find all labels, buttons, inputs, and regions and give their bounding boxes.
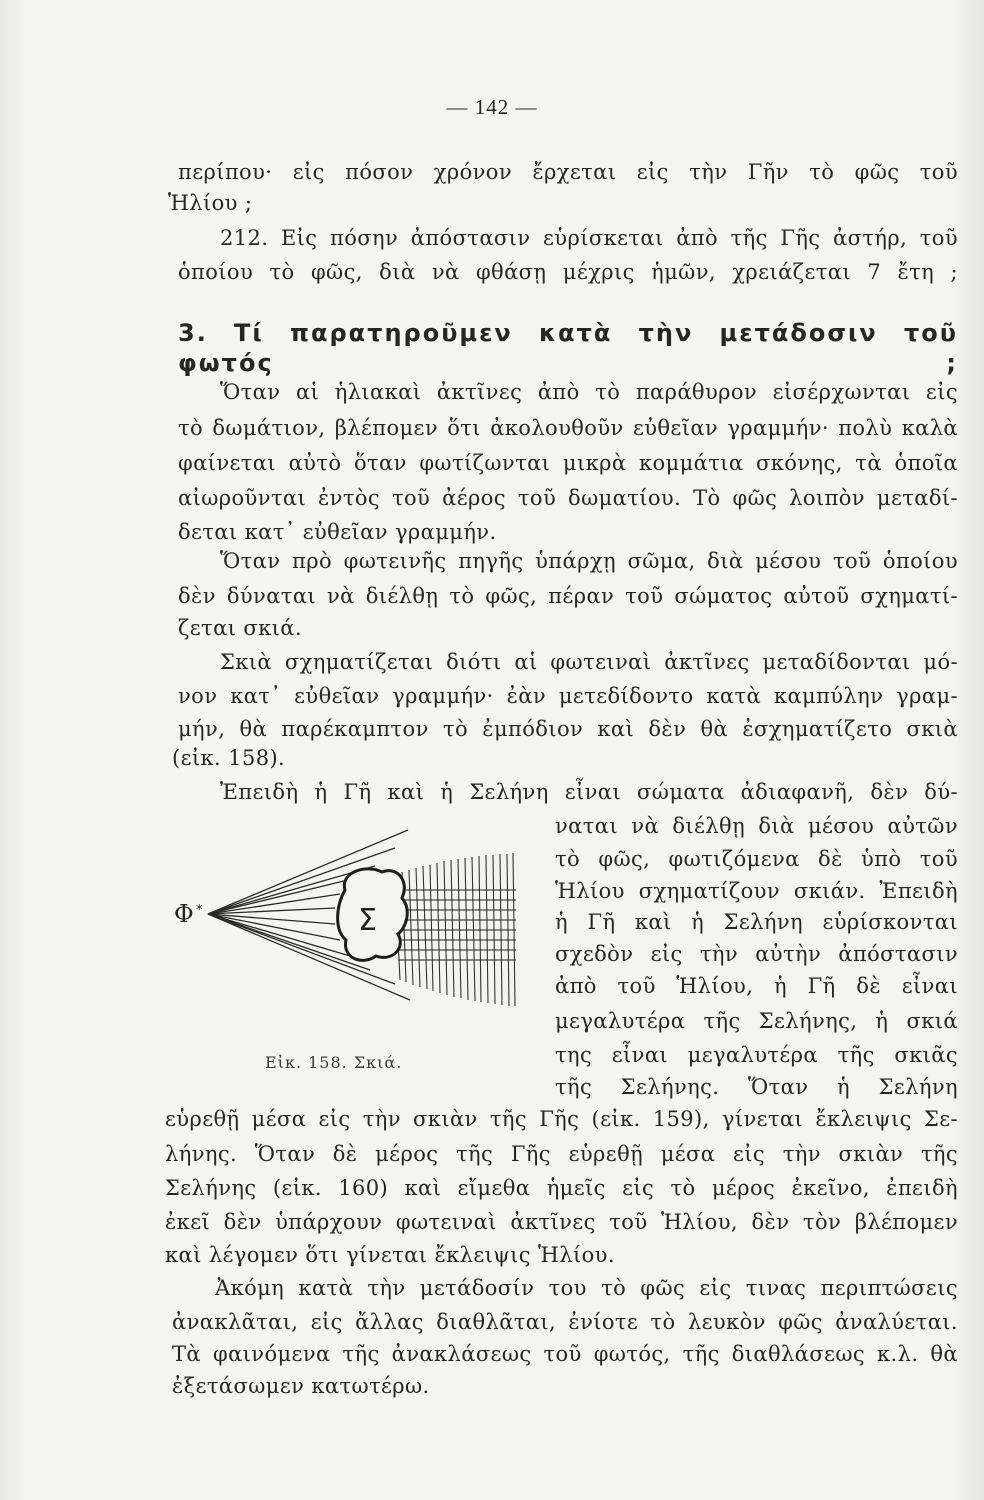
text-line: Ὅταν αἱ ἡλιακαὶ ἀκτῖνες ἀπὸ τὸ παράθυρον εἰσέρχωνται εἰς [220, 380, 958, 404]
text-line: Ὅταν πρὸ φωτεινῆς πηγῆς ὑπάρχῃ σῶμα, διὰ μέσου τοῦ ὁποίου [220, 549, 958, 573]
body-label: Σ [358, 903, 377, 938]
shadow-horizontal-lines [398, 890, 516, 960]
text-line: ἐξετάσωμεν κατωτέρω. [172, 1374, 430, 1398]
text-line: νον κατ᾽ εὐθεῖαν γραμμήν· ἐὰν μετεδίδοντο κατὰ καμπύλην γραμ- [178, 684, 958, 708]
text-line: ναται νὰ διέλθῃ διὰ μέσου αὐτῶν [555, 814, 958, 838]
text-line: (εἰκ. 158). [172, 746, 286, 770]
text-line: της εἶναι μεγαλυτέρα τῆς σκιᾶς [555, 1043, 958, 1067]
text-line: τὸ φῶς, φωτιζόμενα δὲ ὑπὸ τοῦ [555, 847, 958, 871]
text-line: 212. Εἰς πόσην ἀπόστασιν εὑρίσκεται ἀπὸ τῆς Γῆς ἀστήρ, τοῦ [220, 226, 958, 250]
text-line: Ἀκόμη κατὰ τὴν μετάδοσίν του τὸ φῶς εἰς τινας περιπτώσεις [215, 1276, 958, 1300]
light-source-label: Φ [174, 900, 194, 928]
text-line: ἀνακλᾶται, εἰς ἄλλας διαθλᾶται, ἐνίοτε τὸ λευκὸν φῶς ἀναλύεται. [172, 1310, 958, 1334]
text-line: Σκιὰ σχηματίζεται διότι αἱ φωτειναὶ ἀκτῖνες μεταδίδονται μό- [220, 650, 958, 674]
text-line: καὶ λέγομεν ὅτι γίνεται ἔκλειψις Ἡλίου. [165, 1243, 615, 1267]
text-line: ζεται σκιά. [178, 616, 302, 640]
ray [208, 914, 350, 956]
text-line: σχεδὸν εἰς τὴν αὐτὴν ἀπόστασιν [555, 942, 958, 966]
text-line: ἐκεῖ δὲν ὑπάρχουν φωτειναὶ ἀκτῖνες τοῦ Ἡλίου, δὲν τὸν βλέπομεν [165, 1210, 958, 1234]
text-line: δὲν δύναται νὰ διέλθῃ τὸ φῶς, πέραν τοῦ σώματος αὐτοῦ σχηματί- [178, 584, 958, 608]
text-line: τῆς Σελήνης. Ὅταν ἡ Σελήνη [555, 1075, 958, 1099]
text-line: Τὰ φαινόμενα τῆς ἀνακλάσεως τοῦ φωτός, τῆς διαθλάσεως κ.λ. θὰ [172, 1342, 958, 1366]
text-line: μήν, θὰ παρέκαμπτον τὸ ἐμπόδιον καὶ δὲν θὰ ἐσχηματίζετο σκιὰ [178, 717, 958, 741]
text-line: ἡ Γῆ καὶ ἡ Σελήνη εὑρίσκονται [555, 910, 958, 934]
text-line: Σελήνης (εἰκ. 160) καὶ εἴμεθα ἡμεῖς εἰς τὸ μέρος ἐκεῖνο, ἐπειδὴ [165, 1176, 958, 1200]
light-source-star-icon: * [196, 903, 203, 918]
text-line: Ἐπειδὴ ἡ Γῆ καὶ ἡ Σελήνη εἶναι σώματα ἀδιαφανῆ, δὲν δύ- [220, 780, 958, 804]
text-line: λήνης. Ὅταν δὲ μέρος τῆς Γῆς εὑρεθῇ μέσα εἰς τὴν σκιὰν τῆς [165, 1142, 958, 1166]
text-line: ἀπὸ τοῦ Ἡλίου, ἡ Γῆ δὲ εἶναι [555, 974, 958, 998]
shadow-diagram-svg [170, 820, 520, 1050]
text-line: Ἡλίου σχηματίζουν σκιάν. Ἐπειδὴ [555, 879, 958, 903]
page-number: — 142 — [446, 95, 538, 119]
text-line: τὸ δωμάτιον, βλέπομεν ὅτι ἀκολουθοῦν εὐθεῖαν γραμμήν· πολὺ καλὰ [178, 416, 958, 440]
text-line: μεγαλυτέρα τῆς Σελήνης, ἡ σκιά [555, 1009, 958, 1033]
text-line: περίπου· εἰς πόσον χρόνον ἔρχεται εἰς τὴν Γῆν τὸ φῶς τοῦ [178, 160, 958, 184]
text-line: δεται κατ᾽ εὐθεῖαν γραμμήν. [178, 520, 497, 544]
figure-caption: Εἰκ. 158. Σκιά. [265, 1053, 403, 1072]
text-line: ὁποίου τὸ φῶς, διὰ νὰ φθάσῃ μέχρις ἡμῶν, χρειάζεται 7 ἔτη ; [178, 260, 958, 284]
text-line: Ἡλίου ; [168, 191, 253, 215]
figure-shadow-diagram [170, 820, 520, 1050]
section-heading: 3. Τί παρατηροῦμεν κατὰ τὴν μετάδοσιν τοῦ φωτός ; [178, 319, 958, 377]
text-line: φαίνεται αὐτὸ ὅταν φωτίζωνται μικρὰ κομμάτια σκόνης, τὰ ὁποῖα [178, 451, 958, 475]
text-line: εὑρεθῇ μέσα εἰς τὴν σκιὰν τῆς Γῆς (εἰκ. 159), γίνεται ἔκλειψις Σε- [165, 1107, 958, 1131]
text-line: αἰωροῦνται ἐντὸς τοῦ ἀέρος τοῦ δωματίου. Τὸ φῶς λοιπὸν μεταδί- [178, 486, 958, 510]
ray [208, 914, 340, 940]
